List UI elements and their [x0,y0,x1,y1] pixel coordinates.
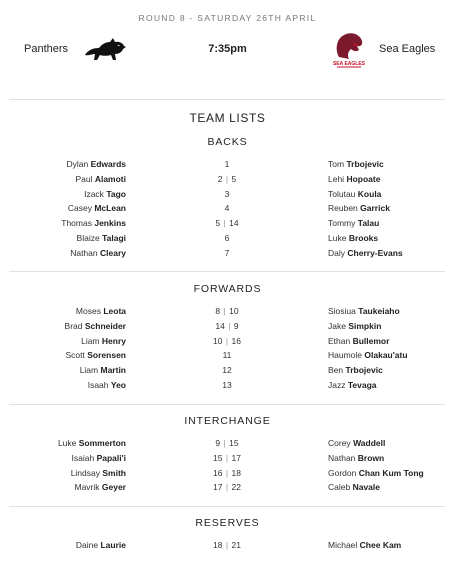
away-player-last-name: Bullemor [352,335,390,346]
away-player-name[interactable] [328,231,378,245]
home-player-name[interactable] [76,304,126,318]
home-player-name[interactable] [65,319,126,333]
section-title: INTERCHANGE [184,415,271,427]
number-separator: | [225,482,229,493]
home-player-last-name: Tago [106,188,126,199]
home-jersey-number: 3 [224,188,230,199]
player-row [0,231,455,245]
home-jersey-number: 1 [224,159,230,169]
away-player-first-name: Tommy [328,218,356,229]
away-player-last-name: Trbojevic [345,365,383,376]
home-player-last-name: Martin [100,365,126,376]
away-jersey-number: 21 [231,540,241,550]
home-jersey-number: 14 [215,320,225,331]
away-player-last-name: Trbojevic [346,159,384,169]
home-player-first-name: Dylan [66,159,89,169]
home-player-first-name: Mavrik [74,482,100,493]
home-player-first-name: Isaah [87,380,109,390]
svg-text:SEA EAGLES: SEA EAGLES [332,61,366,67]
section-title: FORWARDS [193,283,262,295]
away-player-first-name: Luke [328,233,347,243]
section-title: BACKS [207,136,248,148]
jersey-numbers [177,201,277,215]
number-separator: | [223,218,226,229]
player-row [0,480,455,494]
home-jersey-number: 5 [215,218,221,229]
home-player-first-name: Blaize [76,233,100,243]
away-player-first-name: Ethan [328,335,351,346]
player-row [0,334,455,348]
home-player-first-name: Daine [75,540,99,550]
jersey-numbers [177,319,277,333]
player-row [0,436,455,450]
away-jersey-number: 18 [231,467,241,478]
home-jersey-number: 7 [224,247,230,258]
player-row [0,348,455,362]
away-player-last-name: Tevaga [347,380,377,390]
jersey-numbers [177,304,277,318]
round-label: ROUND 8 - SATURDAY 26TH APRIL [138,13,317,23]
home-player-last-name: Sorensen [87,350,126,361]
home-player-last-name: Talagi [102,233,126,243]
jersey-numbers [177,187,277,201]
home-player-name[interactable] [71,466,126,480]
number-separator: | [223,438,226,448]
header-divider [9,99,445,100]
home-player-last-name: Laurie [100,540,126,550]
away-player-name[interactable] [328,348,408,362]
away-jersey-number: 10 [229,306,239,316]
home-jersey-number: 12 [222,365,232,376]
home-team-name[interactable]: Panthers [24,43,69,55]
home-player-name[interactable] [66,348,127,362]
away-player-last-name: Talau [357,218,380,229]
away-player-first-name: Ben [328,365,344,376]
number-separator: | [225,467,229,478]
jersey-numbers [177,466,277,480]
away-jersey-number: 15 [229,438,239,448]
section-title: RESERVES [195,517,260,529]
home-player-name[interactable] [76,538,126,552]
jersey-numbers [177,378,277,392]
player-row [0,157,455,171]
away-player-first-name: Caleb [328,482,351,493]
home-player-name[interactable] [68,201,126,215]
home-jersey-number: 6 [224,233,230,243]
away-player-name[interactable] [328,157,384,171]
home-player-last-name: Cleary [100,247,126,258]
home-jersey-number: 8 [215,306,221,316]
jersey-numbers [177,172,277,186]
number-separator: | [225,335,229,346]
home-jersey-number: 18 [213,540,223,550]
player-row [0,363,455,377]
home-jersey-number: 15 [213,452,223,463]
home-player-name[interactable] [72,451,127,465]
away-player-name[interactable] [328,304,400,318]
away-player-last-name: Chan Kum Tong [358,467,424,478]
away-player-first-name: Jake [328,320,346,331]
away-player-name[interactable] [328,451,384,465]
player-row [0,216,455,230]
away-player-last-name: Koula [357,188,382,199]
away-player-name[interactable] [328,319,381,333]
away-player-last-name: Cherry-Evans [347,247,403,258]
away-player-first-name: Lehi [328,173,345,184]
jersey-numbers [177,157,277,171]
player-row [0,538,455,552]
away-player-first-name: Haumole [328,350,363,361]
home-jersey-number: 11 [222,350,232,361]
home-player-name[interactable] [70,246,126,260]
player-row [0,304,455,318]
home-player-last-name: Alamoti [94,173,126,184]
away-jersey-number: 22 [231,482,241,493]
away-player-last-name: Taukeiaho [358,306,400,316]
away-player-first-name: Corey [328,438,351,448]
away-player-name[interactable] [328,378,377,392]
away-player-first-name: Gordon [328,467,357,478]
home-jersey-number: 2 [217,173,223,184]
jersey-numbers [177,480,277,494]
away-player-last-name: Hopoate [346,173,381,184]
home-player-first-name: Isaiah [71,452,95,463]
home-player-first-name: Liam [79,365,99,376]
away-player-name[interactable] [328,334,389,348]
home-player-last-name: Geyer [101,482,126,493]
player-row [0,201,455,215]
player-row [0,172,455,186]
number-separator: | [225,540,229,550]
home-player-first-name: Thomas [61,218,92,229]
away-player-first-name: Tolutau [328,188,356,199]
jersey-numbers [177,451,277,465]
away-player-name[interactable] [328,436,385,450]
home-player-last-name: McLean [94,203,126,214]
away-jersey-number: 17 [231,452,241,463]
player-row [0,466,455,480]
home-player-last-name: Sommerton [78,438,126,448]
away-player-last-name: Olakau'atu [364,350,408,361]
player-row [0,246,455,260]
away-player-last-name: Garrick [360,203,390,214]
player-row [0,451,455,465]
away-player-name[interactable] [328,172,380,186]
home-player-first-name: Casey [67,203,92,214]
home-player-last-name: Schneider [84,320,126,331]
home-player-name[interactable] [84,187,126,201]
jersey-numbers [177,348,277,362]
away-player-first-name: Jazz [328,380,346,390]
away-player-first-name: Tom [328,159,345,169]
number-separator: | [228,320,231,331]
page-title: TEAM LISTS [189,111,266,125]
home-player-first-name: Izack [84,188,104,199]
home-player-name[interactable] [75,172,126,186]
away-jersey-number: 14 [229,218,239,229]
sea-eagles-logo-icon[interactable] [327,30,371,70]
player-row [0,187,455,201]
away-player-name[interactable] [328,216,379,230]
jersey-numbers [177,231,277,245]
away-player-name[interactable] [328,187,381,201]
player-row [0,378,455,392]
home-player-last-name: Smith [102,467,126,478]
away-player-name[interactable] [328,480,380,494]
jersey-numbers [177,216,277,230]
home-player-first-name: Luke [57,438,77,448]
home-player-name[interactable] [74,480,126,494]
kickoff-time: 7:35pm [208,43,247,55]
jersey-numbers [177,538,277,552]
number-separator: | [225,173,229,184]
away-player-name[interactable] [328,466,424,480]
away-player-last-name: Brooks [348,233,379,243]
away-jersey-number: 5 [231,173,237,184]
home-player-name[interactable] [81,334,126,348]
number-separator: | [225,452,229,463]
home-player-name[interactable] [77,231,126,245]
home-player-name[interactable] [66,157,126,171]
away-player-name[interactable] [328,538,401,552]
home-player-last-name: Leota [103,306,126,316]
away-player-name[interactable] [328,246,403,260]
away-player-last-name: Simpkin [348,320,382,331]
home-player-first-name: Liam [81,335,100,346]
home-player-name[interactable] [80,363,126,377]
home-player-last-name: Henry [101,335,126,346]
home-jersey-number: 13 [222,380,232,390]
jersey-numbers [177,436,277,450]
match-header [0,30,455,70]
home-player-first-name: Lindsay [70,467,100,478]
home-player-last-name: Yeo [110,380,126,390]
away-player-last-name: Chee Kam [359,540,402,550]
number-separator: | [223,306,226,316]
home-jersey-number: 4 [224,203,230,214]
home-player-first-name: Nathan [70,247,98,258]
section-divider [9,506,445,507]
away-player-name[interactable] [328,363,383,377]
home-jersey-number: 16 [213,467,223,478]
jersey-numbers [177,363,277,377]
section-divider [9,404,445,405]
home-player-first-name: Brad [64,320,83,331]
home-player-name[interactable] [61,216,126,230]
away-player-last-name: Brown [357,452,385,463]
home-player-first-name: Scott [65,350,85,361]
player-row [0,319,455,333]
home-player-last-name: Jenkins [94,218,126,229]
away-player-name[interactable] [328,201,390,215]
away-player-first-name: Nathan [328,452,356,463]
away-team-name[interactable]: Sea Eagles [379,43,436,55]
away-player-first-name: Daly [328,247,346,258]
home-jersey-number: 9 [215,438,221,448]
away-player-last-name: Navale [352,482,381,493]
home-player-first-name: Paul [75,173,93,184]
home-jersey-number: 10 [213,335,223,346]
away-player-last-name: Waddell [353,438,386,448]
home-jersey-number: 17 [213,482,223,493]
home-player-name[interactable] [58,436,126,450]
home-player-first-name: Moses [75,306,101,316]
away-jersey-number: 9 [233,320,239,331]
jersey-numbers [177,334,277,348]
away-player-first-name: Michael [328,540,358,550]
home-player-last-name: Papali'i [96,452,126,463]
section-divider [9,271,445,272]
away-player-first-name: Siosiua [328,306,356,316]
home-player-name[interactable] [88,378,126,392]
home-player-last-name: Edwards [90,159,126,169]
jersey-numbers [177,246,277,260]
away-player-first-name: Reuben [328,203,358,214]
away-jersey-number: 16 [231,335,241,346]
